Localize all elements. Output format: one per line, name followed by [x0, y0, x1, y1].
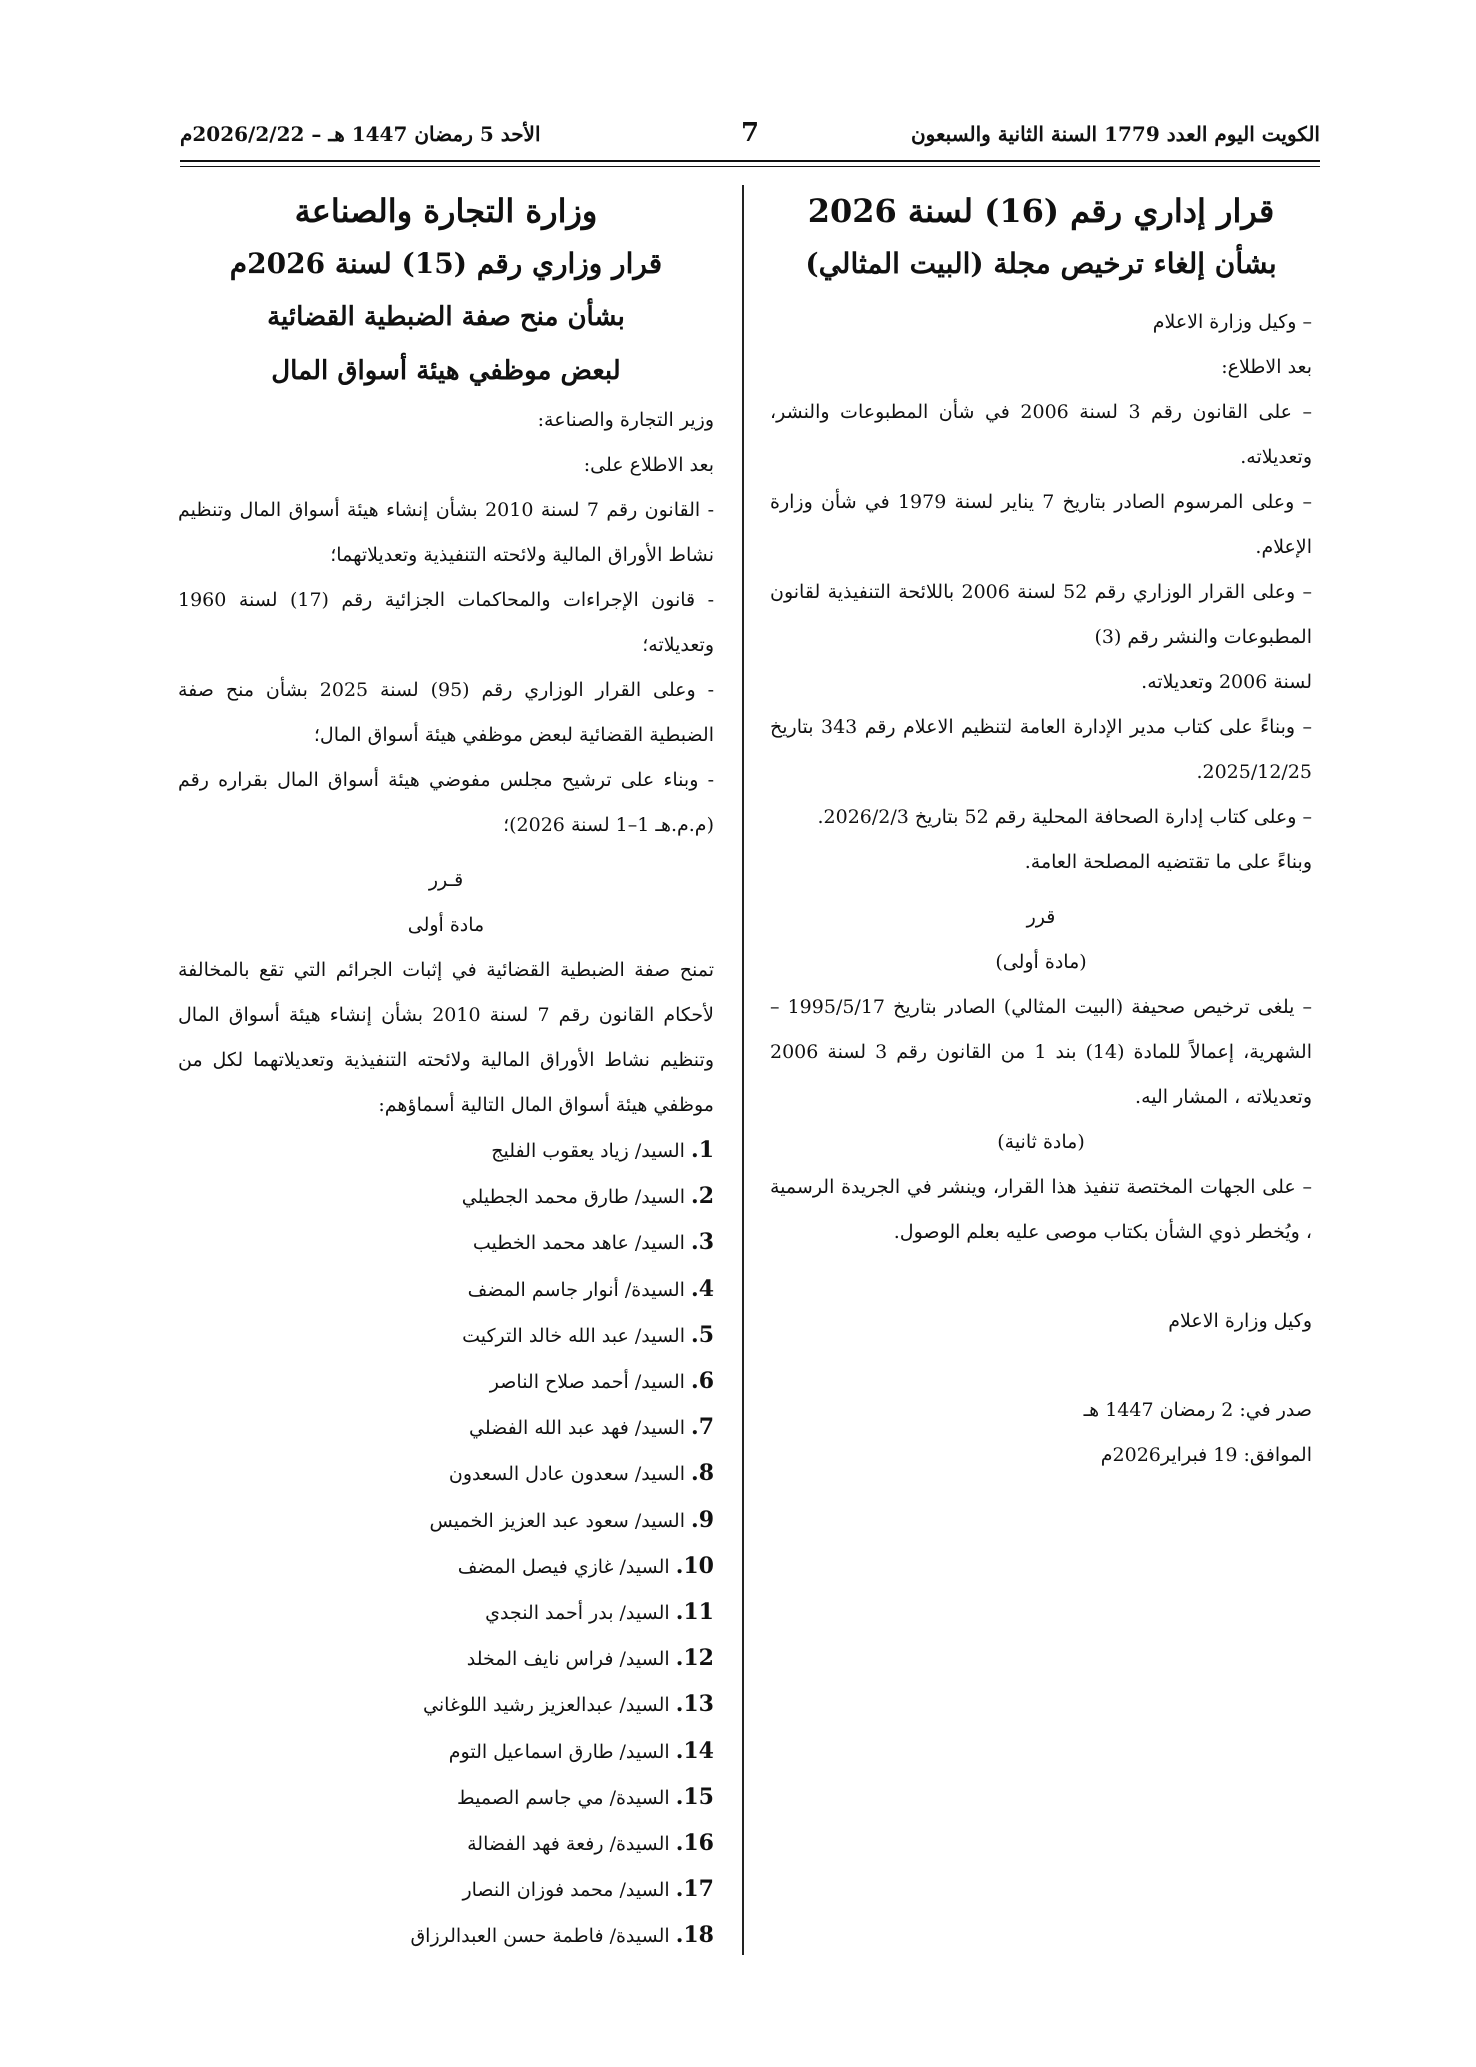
ministry-name: وزارة التجارة والصناعة [294, 192, 598, 230]
list-item: 7. السيد/ فهد عبد الله الفضلي [469, 1414, 714, 1441]
list-item: 14. السيد/ طارق اسماعيل التوم [448, 1737, 714, 1764]
decision-15-subtitle-line1: بشأن منح صفة الضبطية القضائية [267, 302, 625, 332]
decision-15-column [178, 184, 714, 1960]
decision-16-clause: – وعلى القرار الوزاري رقم 52 لسنة 2006 باللائحة التنفيذية لقانون المطبوعات والنشر رقم (3) [770, 581, 1312, 648]
list-item: 8. السيد/ سعدون عادل السعدون [448, 1460, 714, 1487]
decision-16-issuer: – وكيل وزارة الاعلام [1152, 311, 1312, 333]
decision-15-article1-text: تمنح صفة الضبطية القضائية في إثبات الجرائم التي تقع بالمخالفة لأحكام القانون رقم 7 لسنة 2010 بشأن إنشاء هيئة أسواق المال وتنظيم نشاط الأوراق المالية ولائحته التنفيذية وتعديلاتهما لكل من موظفي هيئة أسواق المال التالية أسماؤهم: [178, 959, 714, 1116]
decision-16-clause: – وعلى المرسوم الصادر بتاريخ 7 يناير لسنة 1979 في شأن وزارة الإعلام. [770, 491, 1312, 558]
decision-16-clause: لسنة 2006 وتعديلاته. [1141, 671, 1312, 693]
decision-15-clause: - قانون الإجراءات والمحاكمات الجزائية رقم (17) لسنة 1960 وتعديلاته؛ [178, 589, 714, 656]
header-rule-thick [180, 160, 1320, 162]
decision-15-subtitle-line2: لبعض موظفي هيئة أسواق المال [271, 356, 621, 386]
decision-16-after-review: بعد الاطلاع: [1221, 356, 1312, 378]
list-item: 18. السيدة/ فاطمة حسن العبدالرزاق [410, 1922, 714, 1949]
list-item: 11. السيد/ بدر أحمد النجدي [485, 1599, 714, 1626]
decision-16-decided: قرر [1026, 906, 1056, 928]
officers-list [178, 1128, 714, 1960]
list-item: 10. السيد/ غازي فيصل المضف [457, 1552, 714, 1579]
page-number: 7 [740, 118, 760, 148]
decision-16-clause: – وعلى كتاب إدارة الصحافة المحلية رقم 52 بتاريخ 2026/2/3. [817, 806, 1312, 828]
decision-16-article2-text: – على الجهات المختصة تنفيذ هذا القرار، وينشر في الجريدة الرسمية ، ويُخطر ذوي الشأن بكتاب موصى عليه بعلم الوصول. [770, 1176, 1312, 1243]
list-item: 3. السيد/ عاهد محمد الخطيب [472, 1229, 714, 1256]
decision-16-article1-heading: (مادة أولى) [995, 951, 1087, 973]
decision-15-after-review: بعد الاطلاع على: [583, 454, 714, 476]
decision-15-article1-heading: مادة أولى [407, 914, 485, 936]
decision-16-issued-on: صدر في: 2 رمضان 1447 هـ [1083, 1399, 1312, 1421]
decision-15-clause: - وعلى القرار الوزاري رقم (95) لسنة 2025 بشأن منح صفة الضبطية القضائية لبعض موظفي هيئة أسواق المال؛ [178, 679, 714, 746]
decision-16-clause: – على القانون رقم 3 لسنة 2006 في شأن المطبوعات والنشر، وتعديلاته. [770, 401, 1312, 468]
issue-date: الأحد 5 رمضان 1447 هـ – 2026/2/22م [180, 122, 541, 146]
list-item: 12. السيد/ فراس نايف المخلد [466, 1645, 714, 1672]
decision-16-clause: وبناءً على ما تقتضيه المصلحة العامة. [1024, 851, 1312, 873]
column-divider [742, 185, 744, 1955]
header-rule-thin [180, 166, 1320, 167]
list-item: 15. السيدة/ مي جاسم الصميط [457, 1783, 714, 1810]
list-item: 5. السيد/ عبد الله خالد التركيت [462, 1321, 714, 1348]
decision-16-title: قرار إداري رقم (16) لسنة 2026 [807, 192, 1275, 230]
decision-16-corresponding-date: الموافق: 19 فبراير2026م [1100, 1444, 1312, 1466]
decision-15-clause: - القانون رقم 7 لسنة 2010 بشأن إنشاء هيئة أسواق المال وتنظيم نشاط الأوراق المالية ولائحته التنفيذية وتعديلاتهما؛ [178, 499, 714, 566]
list-item: 9. السيد/ سعود عبد العزيز الخميس [429, 1506, 714, 1533]
decision-15-issuer: وزير التجارة والصناعة: [537, 409, 714, 431]
list-item: 2. السيد/ طارق محمد الجطيلي [461, 1183, 714, 1210]
decision-16-article1-text: – يلغى ترخيص صحيفة (البيت المثالي) الصادر بتاريخ 1995/5/17 – الشهرية، إعمالاً للمادة (14) بند 1 من القانون رقم 3 لسنة 2006 وتعديلاته ، المشار اليه. [770, 996, 1312, 1108]
decision-16-article2-heading: (مادة ثانية) [997, 1131, 1085, 1153]
decision-16-subtitle: بشأن إلغاء ترخيص مجلة (البيت المثالي) [805, 247, 1277, 280]
decision-16-signature: وكيل وزارة الاعلام [1168, 1310, 1312, 1332]
list-item: 13. السيد/ عبدالعزيز رشيد اللوغاني [423, 1691, 714, 1718]
list-item: 6. السيد/ أحمد صلاح الناصر [489, 1368, 714, 1395]
decision-16-column [770, 184, 1312, 1478]
decision-15-clause: - وبناء على ترشيح مجلس مفوضي هيئة أسواق المال بقراره رقم (م.م.هـ 1–1 لسنة 2026)؛ [178, 769, 714, 836]
decision-15-decided: قـرر [428, 869, 464, 891]
list-item: 17. السيد/ محمد فوزان النصار [462, 1876, 714, 1903]
list-item: 4. السيدة/ أنوار جاسم المضف [467, 1275, 714, 1302]
list-item: 16. السيدة/ رفعة فهد الفضالة [467, 1830, 714, 1857]
page-header [180, 118, 1320, 154]
gazette-issue-info: الكويت اليوم العدد 1779 السنة الثانية والسبعون [910, 122, 1320, 146]
decision-16-clause: – وبناءً على كتاب مدير الإدارة العامة لتنظيم الاعلام رقم 343 بتاريخ 2025/12/25. [770, 716, 1312, 783]
list-item: 1. السيد/ زياد يعقوب الفليج [491, 1137, 714, 1163]
decision-15-title: قرار وزاري رقم (15) لسنة 2026م [229, 247, 663, 280]
